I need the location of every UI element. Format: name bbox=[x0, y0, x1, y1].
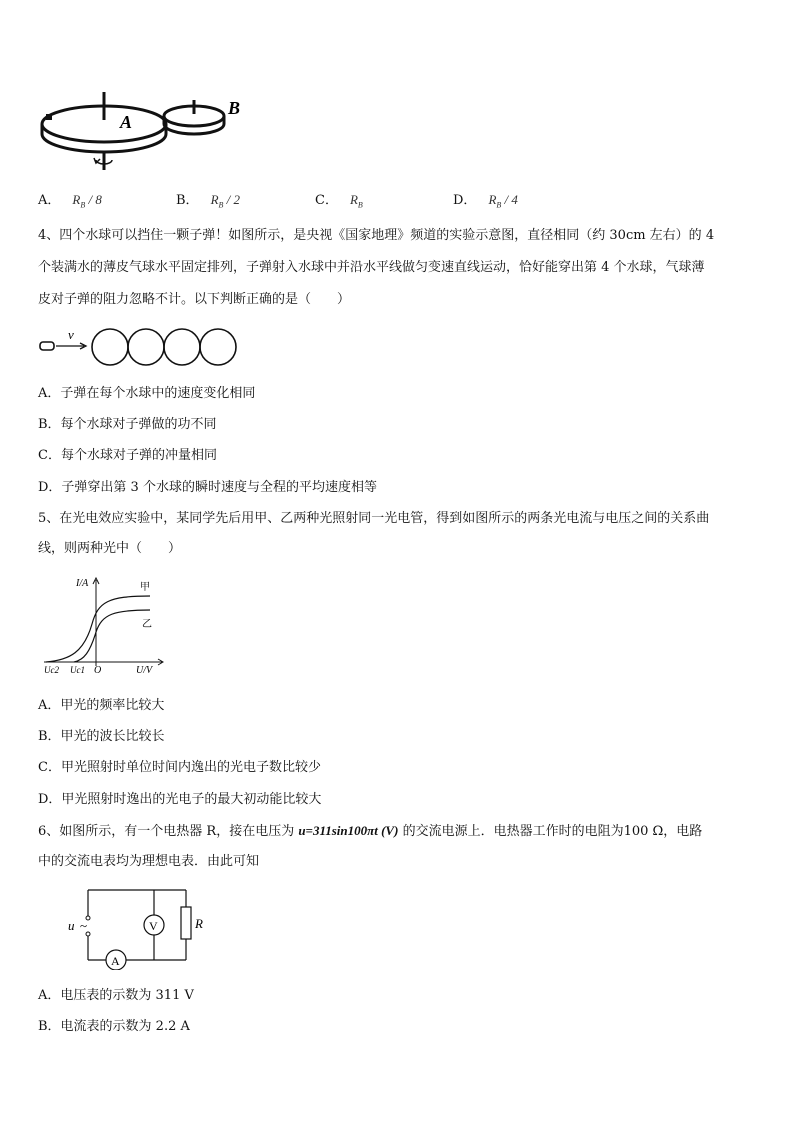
q5-option-d[interactable]: D．甲光照射时逸出的光电子的最大初动能比较大 bbox=[38, 792, 322, 807]
q6-stem-line-1 bbox=[38, 823, 702, 840]
q3-option-c-r: R bbox=[349, 192, 358, 207]
q3-option-b-suffix: / 2 bbox=[223, 192, 241, 207]
source-tilde: ~ bbox=[80, 918, 88, 933]
graph-y-label: I/A bbox=[76, 578, 89, 589]
q3-option-b-r: R bbox=[210, 192, 219, 207]
circuit-figure bbox=[64, 880, 214, 970]
water-ball-4 bbox=[200, 329, 236, 365]
velocity-label: v bbox=[68, 327, 74, 342]
q6-stem-part2: 的交流电源上．电热器工作时的电阻为100 Ω，电路 bbox=[398, 824, 703, 839]
q3-option-a-letter: A． bbox=[38, 193, 61, 208]
water-ball-2 bbox=[128, 329, 164, 365]
resistor-icon bbox=[181, 907, 191, 939]
q4-option-c[interactable]: C．每个水球对子弹的冲量相同 bbox=[38, 448, 217, 463]
q5-option-c[interactable]: C．甲光照射时单位时间内逸出的光电子数比较少 bbox=[38, 760, 321, 775]
q3-option-a[interactable] bbox=[38, 192, 102, 214]
disk-b-label: B bbox=[228, 98, 241, 118]
q3-option-d-sub: B bbox=[496, 200, 502, 210]
q3-option-b-letter: B． bbox=[176, 193, 199, 208]
water-balls-figure bbox=[38, 326, 238, 368]
q5-option-b[interactable]: B．甲光的波长比较长 bbox=[38, 729, 165, 744]
graph-uc2-label: Uc2 bbox=[44, 665, 59, 675]
q5-stem-line-2: 线，则两种光中（ ） bbox=[38, 541, 182, 556]
q3-option-a-sub: B bbox=[80, 200, 86, 210]
resistor-label: R bbox=[195, 916, 203, 931]
q3-option-c-sub: B bbox=[357, 200, 363, 210]
q3-option-d-letter: D． bbox=[453, 193, 477, 208]
graph-uc1-label: Uc1 bbox=[70, 665, 85, 675]
graph-x-label: U/V bbox=[136, 665, 153, 676]
q3-option-b-sub: B bbox=[218, 200, 224, 210]
voltmeter-label: V bbox=[149, 919, 158, 933]
q4-option-a[interactable]: A．子弹在每个水球中的速度变化相同 bbox=[38, 386, 256, 401]
graph-origin-label: O bbox=[94, 665, 102, 676]
q4-stem-line-1: 4、四个水球可以挡住一颗子弹！如图所示，是央视《国家地理》频道的实验示意图，直径相同（约 30cm 左右）的 4 bbox=[38, 228, 715, 243]
graph-curve2-label: 乙 bbox=[142, 619, 152, 630]
water-ball-1 bbox=[92, 329, 128, 365]
q5-option-a[interactable]: A．甲光的频率比较大 bbox=[38, 698, 165, 713]
q3-option-b[interactable] bbox=[176, 192, 240, 214]
q3-option-a-suffix: / 8 bbox=[85, 192, 102, 207]
q6-option-a[interactable]: A．电压表的示数为 311 V bbox=[38, 988, 194, 1003]
q4-option-d[interactable]: D．子弹穿出第 3 个水球的瞬时速度与全程的平均速度相等 bbox=[38, 480, 377, 495]
q3-option-c-letter: C． bbox=[315, 193, 338, 208]
q4-option-b[interactable]: B．每个水球对子弹做的功不同 bbox=[38, 417, 217, 432]
disk-a-label: A bbox=[120, 112, 133, 132]
q3-option-d-r: R bbox=[488, 192, 497, 207]
q6-formula: u=311sin100πt (V) bbox=[298, 823, 399, 838]
ammeter-label: A bbox=[111, 954, 120, 968]
q4-stem-line-3: 皮对子弹的阻力忽略不计。以下判断正确的是（ ） bbox=[38, 292, 351, 307]
disks-figure bbox=[36, 86, 256, 176]
q3-option-d[interactable] bbox=[453, 192, 518, 214]
q3-option-a-r: R bbox=[72, 192, 81, 207]
q6-stem-part1: 6、如图所示，有一个电热器 R，接在电压为 bbox=[38, 824, 299, 839]
q3-option-c[interactable] bbox=[315, 192, 363, 214]
q6-stem-line-2: 中的交流电表均为理想电表．由此可知 bbox=[38, 854, 260, 869]
source-u-label: u bbox=[68, 918, 75, 933]
q5-stem-line-1: 5、在光电效应实验中，某同学先后用甲、乙两种光照射同一光电管，得到如图所示的两条光电流与电压之间的关系曲 bbox=[38, 511, 710, 526]
bullet-icon bbox=[40, 342, 54, 350]
photoelectric-graph bbox=[40, 572, 170, 678]
q4-stem-line-2: 个装满水的薄皮气球水平固定排列，子弹射入水球中并沿水平线做匀变速直线运动，恰好能穿出第 4 个水球，气球薄 bbox=[38, 260, 705, 275]
graph-curve1-label: 甲 bbox=[140, 582, 150, 593]
q3-option-d-suffix: / 4 bbox=[501, 192, 518, 207]
q6-option-b[interactable]: B．电流表的示数为 2.2 A bbox=[38, 1019, 190, 1034]
water-ball-3 bbox=[164, 329, 200, 365]
